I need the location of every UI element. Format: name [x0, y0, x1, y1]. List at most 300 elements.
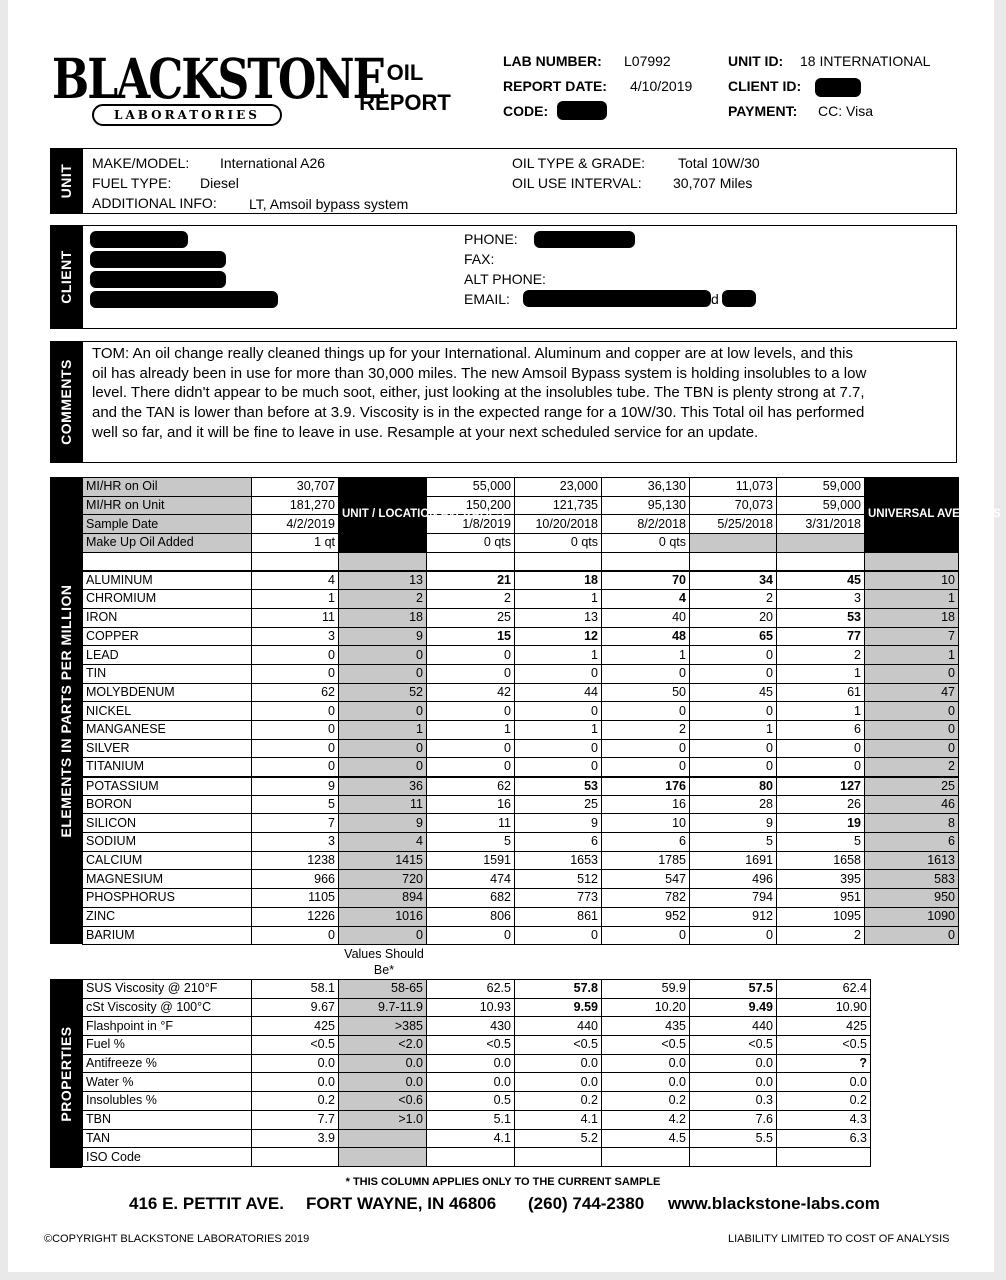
history-value: 61: [777, 683, 865, 702]
history-value: 0: [690, 758, 777, 777]
property-row: [83, 1092, 871, 1111]
element-row: [83, 758, 959, 777]
universal-averages-header: UNIVERSAL AVERAGES: [865, 478, 959, 553]
history-value: 425: [777, 1017, 871, 1036]
property-row: [83, 980, 871, 999]
history-value: 0: [690, 646, 777, 665]
oil-use-label: OIL USE INTERVAL:: [512, 175, 642, 191]
element-row: [83, 907, 959, 926]
history-value: 16: [427, 795, 515, 814]
sample-info-row: [83, 478, 959, 497]
history-value: 0 qts: [427, 534, 515, 553]
current-value: 181,270: [252, 496, 339, 515]
row-label: Sample Date: [83, 515, 252, 534]
history-value: 176: [602, 777, 690, 796]
oil-use-value: 30,707 Miles: [673, 175, 753, 191]
element-row: [83, 777, 959, 796]
fax-label: FAX:: [464, 251, 495, 267]
history-value: 0.0: [427, 1054, 515, 1073]
universal-average: 1613: [865, 851, 959, 870]
universal-average: 1: [865, 646, 959, 665]
universal-average: 46: [865, 795, 959, 814]
history-value: 0.2: [777, 1092, 871, 1111]
current-value: [252, 1148, 339, 1167]
current-value: 0: [252, 720, 339, 739]
universal-average: 0: [865, 739, 959, 758]
spacer-cell: [602, 552, 690, 571]
history-value: 1/8/2019: [427, 515, 515, 534]
element-row: [83, 926, 959, 945]
history-value: 952: [602, 907, 690, 926]
history-value: 13: [515, 608, 602, 627]
history-value: 12: [515, 627, 602, 646]
element-row: [83, 870, 959, 889]
history-value: 10/20/2018: [515, 515, 602, 534]
element-name: COPPER: [83, 627, 252, 646]
history-value: 4: [602, 590, 690, 609]
payment-value: CC: Visa: [818, 103, 873, 119]
current-value: 3.9: [252, 1129, 339, 1148]
report-date-value: 4/10/2019: [630, 78, 693, 94]
history-value: 9.49: [690, 998, 777, 1017]
history-value: 5: [690, 833, 777, 852]
elements-table: [82, 477, 1001, 945]
redacted-client-name: [90, 231, 188, 248]
current-value: 0: [252, 758, 339, 777]
unit-average: 0: [339, 758, 427, 777]
unit-average: 13: [339, 571, 427, 590]
history-value: 0: [602, 758, 690, 777]
email-label: EMAIL:: [464, 291, 510, 307]
history-value: 25: [427, 608, 515, 627]
redacted-phone: [534, 231, 635, 248]
property-name: cSt Viscosity @ 100°C: [83, 998, 252, 1017]
current-value: 0.0: [252, 1073, 339, 1092]
history-value: 0: [690, 664, 777, 683]
history-value: 0 qts: [515, 534, 602, 553]
history-value: 3/31/2018: [777, 515, 865, 534]
oil-type-label: OIL TYPE & GRADE:: [512, 155, 646, 171]
current-value: 966: [252, 870, 339, 889]
unit-average: 0: [339, 664, 427, 683]
element-row: [83, 664, 959, 683]
values-should-be-label: Values Should Be*: [344, 947, 424, 977]
universal-average: 0: [865, 720, 959, 739]
history-value: 62: [427, 777, 515, 796]
element-name: MOLYBDENUM: [83, 683, 252, 702]
history-value: 23,000: [515, 478, 602, 497]
history-value: 440: [690, 1017, 777, 1036]
property-name: Flashpoint in °F: [83, 1017, 252, 1036]
history-value: 0.0: [690, 1073, 777, 1092]
expected-value: >1.0: [339, 1110, 427, 1129]
element-row: [83, 608, 959, 627]
spacer-cell: [777, 552, 865, 571]
history-value: 70: [602, 571, 690, 590]
history-value: 6: [515, 833, 602, 852]
history-value: 59,000: [777, 478, 865, 497]
history-value: 951: [777, 889, 865, 908]
element-row: [83, 627, 959, 646]
history-value: 48: [602, 627, 690, 646]
element-name: SILVER: [83, 739, 252, 758]
comments-section-tab: COMMENTS: [50, 341, 82, 463]
current-value: 9.67: [252, 998, 339, 1017]
history-value: 1: [515, 720, 602, 739]
history-value: [515, 1148, 602, 1167]
history-value: 1658: [777, 851, 865, 870]
property-row: [83, 1110, 871, 1129]
property-row: [83, 1017, 871, 1036]
unit-average: 0: [339, 646, 427, 665]
history-value: 782: [602, 889, 690, 908]
address-street: 416 E. PETTIT AVE.: [129, 1194, 284, 1213]
phone-label: PHONE:: [464, 231, 518, 247]
history-value: 0.0: [515, 1054, 602, 1073]
unit-average: 1: [339, 720, 427, 739]
current-value: 4: [252, 571, 339, 590]
current-value: 62: [252, 683, 339, 702]
history-value: 9: [690, 814, 777, 833]
history-value: <0.5: [777, 1036, 871, 1055]
history-value: 0.3: [690, 1092, 777, 1111]
universal-average: 18: [865, 608, 959, 627]
current-value: 5: [252, 795, 339, 814]
element-row: [83, 571, 959, 590]
history-value: 440: [515, 1017, 602, 1036]
expected-value: [339, 1148, 427, 1167]
element-name: IRON: [83, 608, 252, 627]
element-name: BORON: [83, 795, 252, 814]
element-row: [83, 646, 959, 665]
history-value: 0: [602, 702, 690, 721]
property-row: [83, 998, 871, 1017]
history-value: 861: [515, 907, 602, 926]
history-value: 4.5: [602, 1129, 690, 1148]
element-row: [83, 795, 959, 814]
history-value: 9: [515, 814, 602, 833]
unit-average: 2: [339, 590, 427, 609]
element-row: [83, 851, 959, 870]
history-value: 547: [602, 870, 690, 889]
unit-average: 52: [339, 683, 427, 702]
history-value: <0.5: [602, 1036, 690, 1055]
current-value: 1 qt: [252, 534, 339, 553]
redacted-code: [557, 101, 607, 120]
history-value: 1: [515, 590, 602, 609]
element-name: NICKEL: [83, 702, 252, 721]
address-phone: (260) 744-2380: [528, 1194, 645, 1213]
history-value: [777, 1148, 871, 1167]
history-value: 121,735: [515, 496, 602, 515]
history-value: 77: [777, 627, 865, 646]
expected-value: 0.0: [339, 1073, 427, 1092]
current-value: 1226: [252, 907, 339, 926]
current-value: 58.1: [252, 980, 339, 999]
history-value: 34: [690, 571, 777, 590]
current-value: 11: [252, 608, 339, 627]
history-value: 0: [427, 926, 515, 945]
history-value: 57.8: [515, 980, 602, 999]
current-value: 1: [252, 590, 339, 609]
history-value: 0.2: [602, 1092, 690, 1111]
unit-average: 894: [339, 889, 427, 908]
history-value: 1785: [602, 851, 690, 870]
universal-average: 1090: [865, 907, 959, 926]
history-value: 0.0: [515, 1073, 602, 1092]
fuel-type-value: Diesel: [200, 175, 239, 191]
unit-id-value: 18 INTERNATIONAL: [800, 53, 931, 69]
history-value: 682: [427, 889, 515, 908]
current-value: 30,707: [252, 478, 339, 497]
history-value: 5.2: [515, 1129, 602, 1148]
element-row: [83, 814, 959, 833]
history-value: 395: [777, 870, 865, 889]
history-value: 0: [515, 758, 602, 777]
history-value: 62.5: [427, 980, 515, 999]
property-name: Antifreeze %: [83, 1054, 252, 1073]
history-value: 0: [515, 926, 602, 945]
history-value: [602, 1148, 690, 1167]
current-value: 0: [252, 646, 339, 665]
history-value: 2: [777, 926, 865, 945]
unit-average: 0: [339, 739, 427, 758]
universal-average: 950: [865, 889, 959, 908]
unit-average: 11: [339, 795, 427, 814]
history-value: 0: [515, 702, 602, 721]
history-value: 26: [777, 795, 865, 814]
spacer-row: [83, 552, 959, 571]
history-value: 0.0: [602, 1073, 690, 1092]
element-name: TITANIUM: [83, 758, 252, 777]
element-name: PHOSPHORUS: [83, 889, 252, 908]
current-value: 4/2/2019: [252, 515, 339, 534]
email-visible-char: d: [711, 291, 719, 307]
unit-average: 18: [339, 608, 427, 627]
history-value: 0: [427, 758, 515, 777]
property-row: [83, 1036, 871, 1055]
unit-average: 1415: [339, 851, 427, 870]
universal-average: 47: [865, 683, 959, 702]
row-label: Make Up Oil Added: [83, 534, 252, 553]
expected-value: <2.0: [339, 1036, 427, 1055]
history-value: 5.1: [427, 1110, 515, 1129]
element-row: [83, 590, 959, 609]
element-name: MAGNESIUM: [83, 870, 252, 889]
row-label: MI/HR on Unit: [83, 496, 252, 515]
history-value: 45: [777, 571, 865, 590]
property-name: TAN: [83, 1129, 252, 1148]
history-value: [427, 1148, 515, 1167]
history-value: 1591: [427, 851, 515, 870]
spacer-cell: [339, 552, 427, 571]
current-value: 3: [252, 833, 339, 852]
history-value: 496: [690, 870, 777, 889]
universal-average: 0: [865, 702, 959, 721]
report-title: OIL REPORT: [359, 60, 451, 115]
history-value: 150,200: [427, 496, 515, 515]
history-value: 25: [515, 795, 602, 814]
liability-note: LIABILITY LIMITED TO COST OF ANALYSIS: [728, 1233, 950, 1245]
history-value: 55,000: [427, 478, 515, 497]
history-value: 70,073: [690, 496, 777, 515]
history-value: 0: [515, 664, 602, 683]
history-value: 40: [602, 608, 690, 627]
unit-average: 720: [339, 870, 427, 889]
redacted-client-line: [90, 271, 226, 288]
property-name: TBN: [83, 1110, 252, 1129]
history-value: 36,130: [602, 478, 690, 497]
history-value: 53: [777, 608, 865, 627]
unit-average: 9: [339, 814, 427, 833]
history-value: 59,000: [777, 496, 865, 515]
history-value: 0: [427, 702, 515, 721]
history-value: 0: [777, 758, 865, 777]
history-value: 5/25/2018: [690, 515, 777, 534]
element-name: LEAD: [83, 646, 252, 665]
element-name: ZINC: [83, 907, 252, 926]
history-value: 127: [777, 777, 865, 796]
history-value: 474: [427, 870, 515, 889]
client-section-tab: CLIENT: [50, 225, 82, 329]
elements-section-tab: ELEMENTS IN PARTS PER MILLION: [50, 477, 82, 944]
unit-section-tab: UNIT: [50, 148, 82, 214]
property-name: SUS Viscosity @ 210°F: [83, 980, 252, 999]
blackstone-logo: BLACKSTONE: [52, 47, 385, 112]
universal-average: 1: [865, 590, 959, 609]
history-value: 0: [690, 702, 777, 721]
history-value: 19: [777, 814, 865, 833]
property-row: [83, 1148, 871, 1167]
history-value: 2: [602, 720, 690, 739]
history-value: 0: [427, 664, 515, 683]
history-value: 11: [427, 814, 515, 833]
history-value: 45: [690, 683, 777, 702]
universal-average: 10: [865, 571, 959, 590]
history-value: [777, 534, 865, 553]
history-value: 10.20: [602, 998, 690, 1017]
history-value: 1: [602, 646, 690, 665]
history-value: 18: [515, 571, 602, 590]
history-value: 16: [602, 795, 690, 814]
row-label: MI/HR on Oil: [83, 478, 252, 497]
history-value: 44: [515, 683, 602, 702]
history-value: 42: [427, 683, 515, 702]
redacted-email: [523, 290, 711, 307]
element-name: SILICON: [83, 814, 252, 833]
history-value: 28: [690, 795, 777, 814]
property-name: Water %: [83, 1073, 252, 1092]
history-value: 21: [427, 571, 515, 590]
history-value: 512: [515, 870, 602, 889]
spacer-cell: [427, 552, 515, 571]
property-row: [83, 1073, 871, 1092]
history-value: 773: [515, 889, 602, 908]
current-value: 425: [252, 1017, 339, 1036]
element-name: BARIUM: [83, 926, 252, 945]
history-value: 7.6: [690, 1110, 777, 1129]
history-value: 0: [690, 739, 777, 758]
element-row: [83, 889, 959, 908]
history-value: 9.59: [515, 998, 602, 1017]
redacted-client-line: [90, 291, 278, 308]
current-value: 0.2: [252, 1092, 339, 1111]
history-value: 6: [777, 720, 865, 739]
universal-average: 2: [865, 758, 959, 777]
comments-text: TOM: An oil change really cleaned things up for your International. Aluminum and copper are at low levels, and this oil has already been in use for more than 30,000 miles. The new Amsoil Bypass system is holding insolubles to a low level. There didn't appear to be much soot, either, just looking at the insolubles tube. The TBN is plenty strong at 7.7, and the TAN is lower than before at 3.9. Viscosity is in the expected range for a 10W/30. This Total oil has performed well so far, and it will be fine to leave in use. Resample at your next scheduled service for an update.: [92, 345, 867, 441]
laboratories-logo-text: LABORATORIES: [92, 104, 282, 126]
element-row: [83, 702, 959, 721]
copyright: ©COPYRIGHT BLACKSTONE LABORATORIES 2019: [44, 1233, 310, 1245]
element-name: SODIUM: [83, 833, 252, 852]
lab-number-value: L07992: [624, 53, 671, 69]
element-name: MANGANESE: [83, 720, 252, 739]
history-value: 4.1: [427, 1129, 515, 1148]
history-value: 0: [690, 926, 777, 945]
spacer-cell: [690, 552, 777, 571]
property-name: Insolubles %: [83, 1092, 252, 1111]
history-value: 4.2: [602, 1110, 690, 1129]
history-value: 1: [515, 646, 602, 665]
history-value: 5.5: [690, 1129, 777, 1148]
client-id-label: CLIENT ID:: [728, 78, 802, 94]
history-value: 0.0: [427, 1073, 515, 1092]
history-value: 1: [690, 720, 777, 739]
history-value: 1: [777, 664, 865, 683]
history-value: 4.1: [515, 1110, 602, 1129]
spacer-cell: [865, 552, 959, 571]
current-value: 1238: [252, 851, 339, 870]
unit-average: 9: [339, 627, 427, 646]
report-date-label: REPORT DATE:: [503, 78, 607, 94]
history-value: 4.3: [777, 1110, 871, 1129]
history-value: 5: [777, 833, 865, 852]
history-value: 0: [777, 739, 865, 758]
history-value: ?: [777, 1054, 871, 1073]
element-name: CHROMIUM: [83, 590, 252, 609]
universal-average: 7: [865, 627, 959, 646]
unit-id-label: UNIT ID:: [728, 53, 784, 69]
current-value: 3: [252, 627, 339, 646]
universal-average: 0: [865, 926, 959, 945]
element-row: [83, 683, 959, 702]
make-model-value: International A26: [220, 155, 326, 171]
payment-label: PAYMENT:: [728, 103, 798, 119]
history-value: [690, 1148, 777, 1167]
redacted-client-line: [90, 251, 226, 268]
current-value: <0.5: [252, 1036, 339, 1055]
current-value: 0: [252, 926, 339, 945]
sample-info-row: [83, 534, 959, 553]
current-value: 0.0: [252, 1054, 339, 1073]
history-value: 2: [777, 646, 865, 665]
current-value: 0: [252, 702, 339, 721]
spacer-cell: [515, 552, 602, 571]
history-value: 10.93: [427, 998, 515, 1017]
history-value: 0: [427, 646, 515, 665]
history-value: 0.5: [427, 1092, 515, 1111]
expected-value: 0.0: [339, 1054, 427, 1073]
redacted-client-id: [815, 78, 861, 97]
history-value: <0.5: [427, 1036, 515, 1055]
history-value: 0.2: [515, 1092, 602, 1111]
expected-value: 9.7-11.9: [339, 998, 427, 1017]
sample-info-row: [83, 515, 959, 534]
history-value: 806: [427, 907, 515, 926]
universal-average: 6: [865, 833, 959, 852]
expected-value: <0.6: [339, 1092, 427, 1111]
element-row: [83, 739, 959, 758]
